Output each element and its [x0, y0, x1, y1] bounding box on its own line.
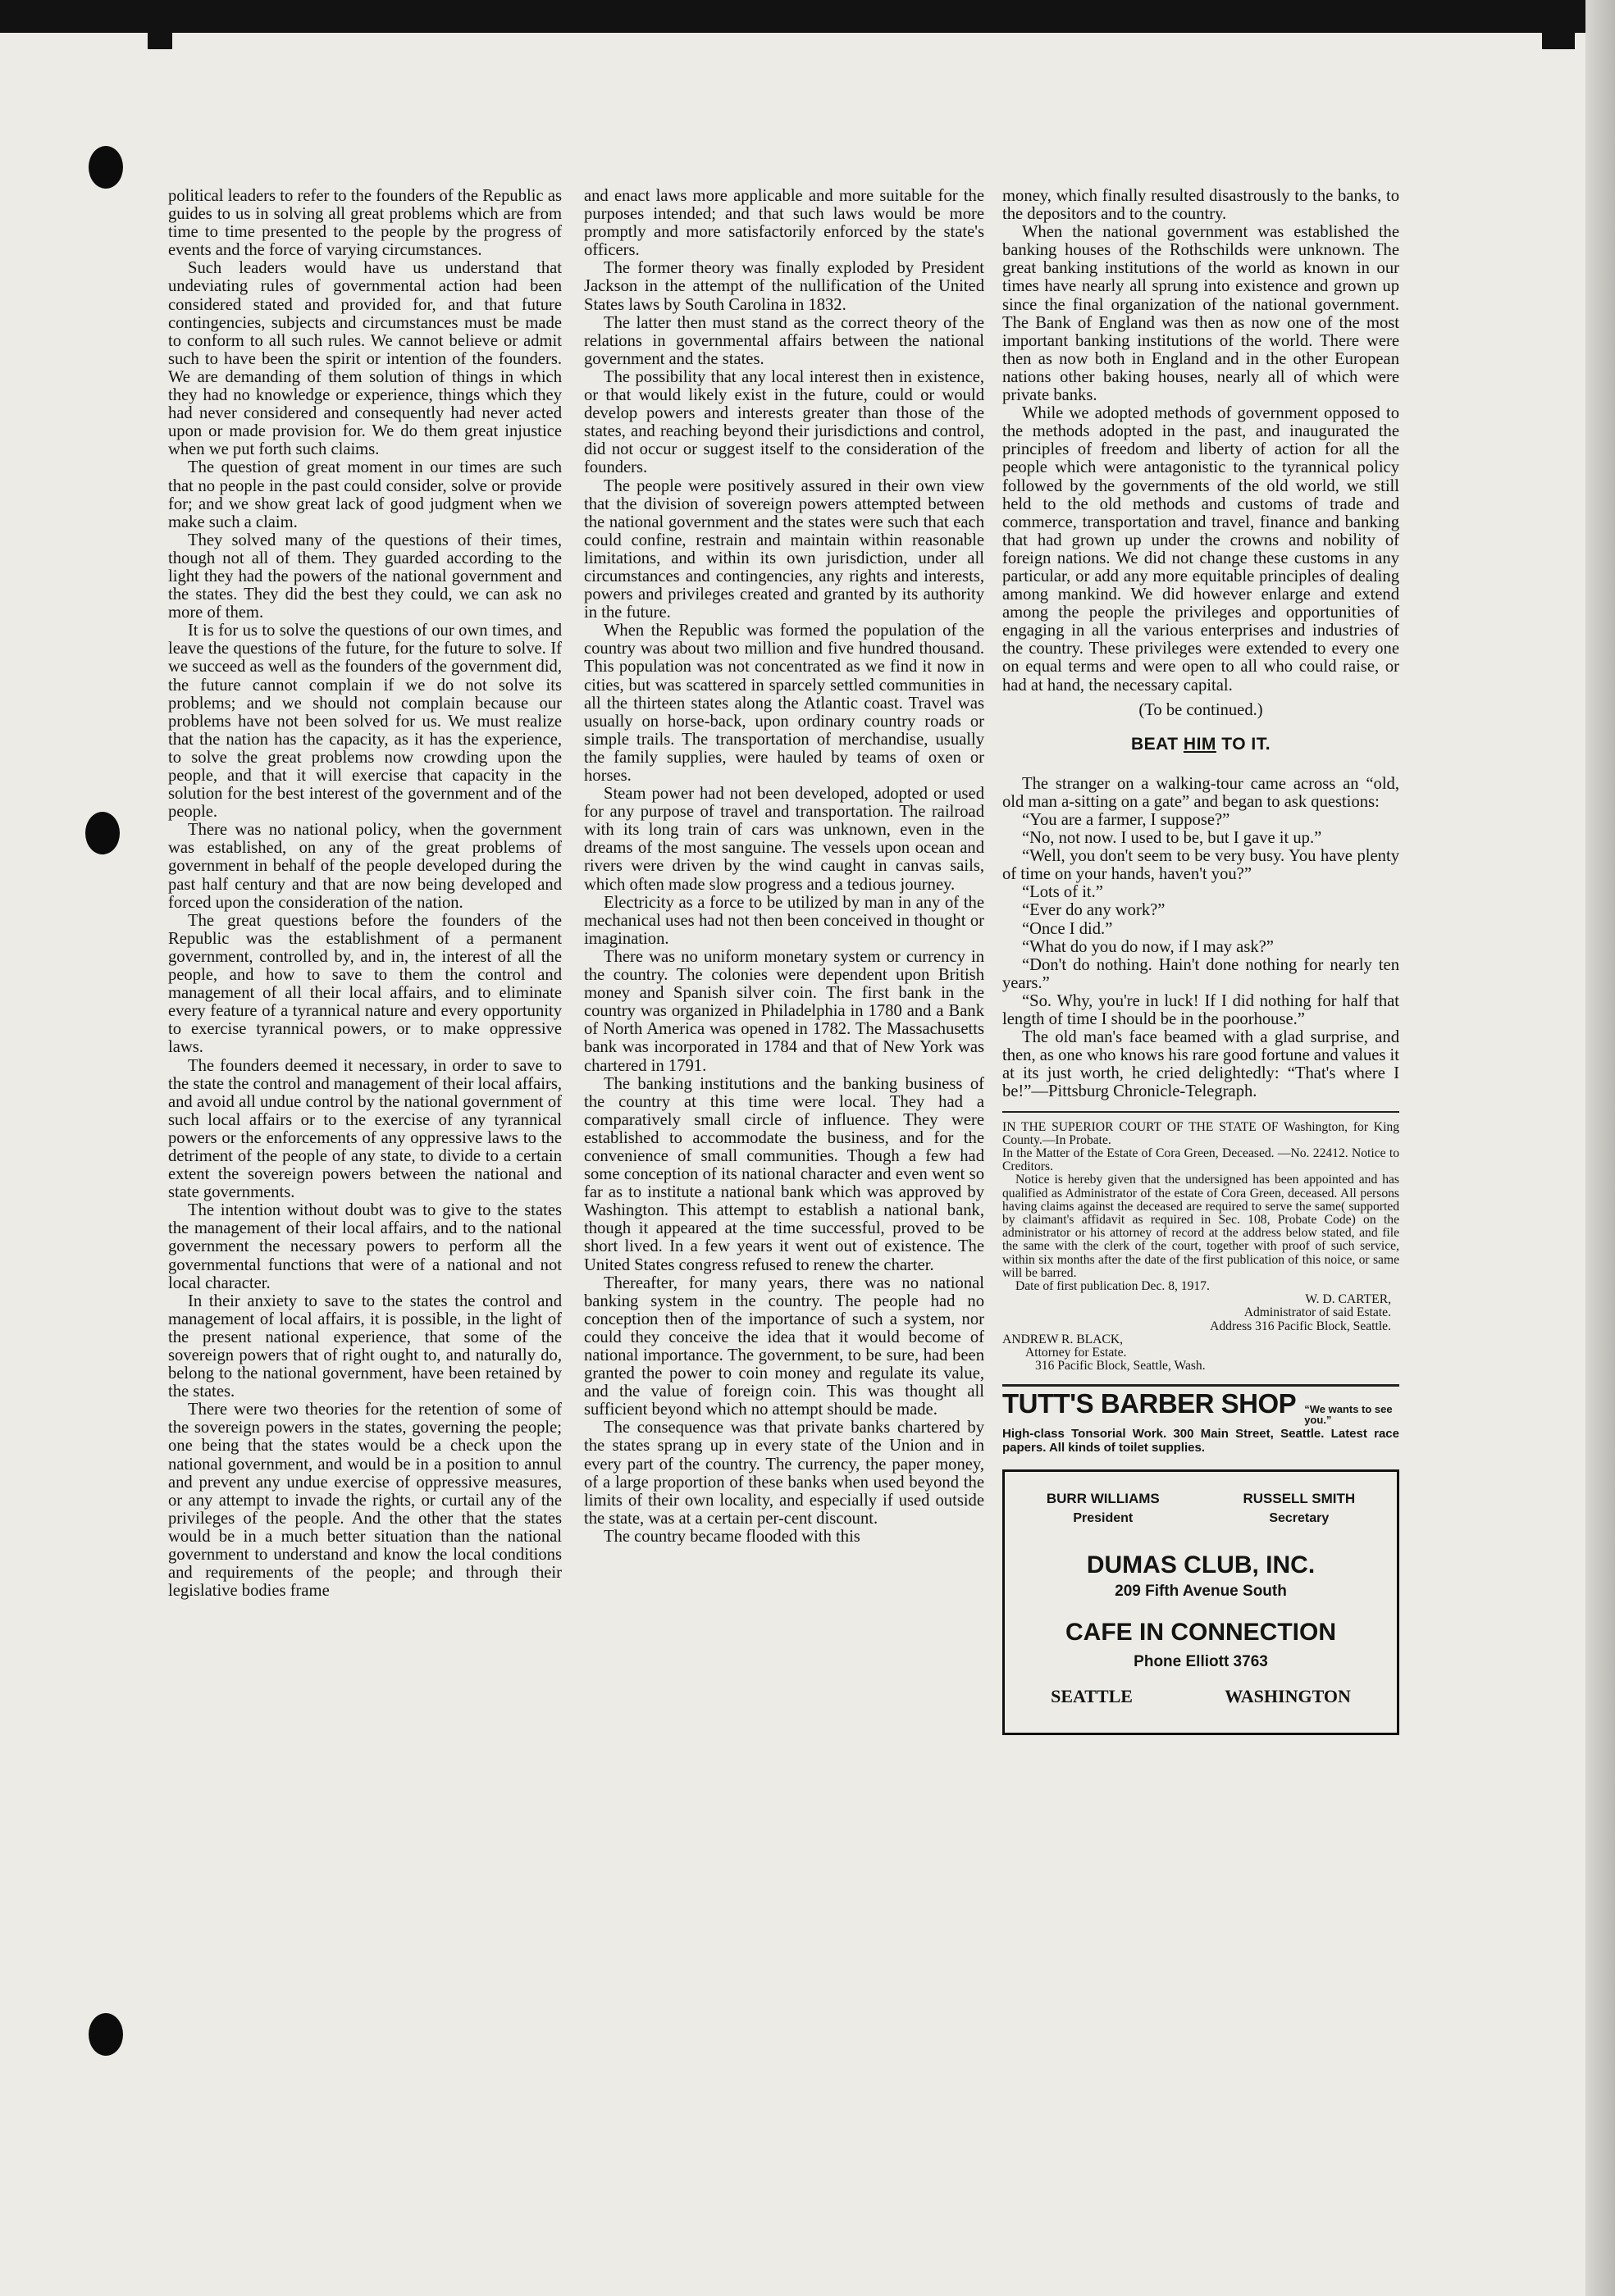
paragraph: The people were positively assured in their own view that the division of sovereign powers attempted between the national government and the states were such that each could confine, restrain and maintain within reasonable limitations, and within its own jurisdiction, under all circumstances and contingencies, any rights and interests, powers and privileges created and granted by its authority in the future. — [584, 476, 984, 622]
story-paragraph: “Well, you don't seem to be very busy. You have plenty of time on your hands, haven't you?” — [1002, 847, 1399, 884]
legal-notice — [1002, 1121, 1399, 1374]
paragraph: The possibility that any local interest then in existence, or that would likely exist in the future, could or would develop powers and interests greater than those of the states, and reaching beyond their jurisdictions and control, did not occur or suggest itself to the consideration of the founders. — [584, 367, 984, 477]
president-block — [1047, 1490, 1160, 1528]
secretary-name: RUSSELL SMITH — [1243, 1491, 1356, 1507]
story-paragraph: “Once I did.” — [1022, 919, 1113, 938]
club-phone: Phone Elliott 3763 — [1134, 1652, 1268, 1670]
club-name: DUMAS CLUB, INC. — [1086, 1551, 1316, 1578]
paragraph: The former theory was finally exploded by President Jackson in the attempt of the nullification of the United States laws by South Carolina in 1832. — [584, 259, 984, 314]
paragraph: The banking institutions and the banking business of the country at this time were local. They had a comparatively small circle of influence. They were established to accommodate the business, and for the convenience of small communities. Though a few had some conception of its national character and even went so far as to institute a national bank which was approved by Washington. This attempt to establish a national bank, though it appeared at the time successful, proved to be short lived. In a few years it went out of existence. The United States congress refused to renew the charter. — [584, 1074, 984, 1274]
barber-shop-slogan — [1304, 1404, 1392, 1425]
story-paragraph: “Lots of it.” — [1022, 883, 1103, 902]
punch-hole — [85, 812, 120, 854]
story-headline-part: TO IT. — [1221, 734, 1271, 754]
paragraph: The great questions before the founders of the Republic was the establishment of a permanent government, controlled by, and in, the interest of all the people, and how to save to them the control and management of all their local affairs, and to eliminate every feature of a tyrannical nature and every opportunity to exercise tyrannical powers, or to make oppressive laws. — [168, 911, 562, 1057]
tutts-barber-ad — [1002, 1388, 1399, 1456]
paragraph: When the Republic was formed the population of the country was about two million and five hundred thousand. This population was not concentrated as we find it now in cities, but was scattered in sparcely settled communities in all the thirteen states along the Atlantic coast. Travel was usually on horse-back, upon ordinary country roads or simple trails. The transportation of merchandise, usually the family supplies, were hauled by teams of oxen or horses. — [584, 622, 984, 785]
paragraph: They solved many of the questions of their times, though not all of them. They guarded according to the light they had the powers of the national government and the states. They did the best they could, we can ask no more of them. — [168, 531, 562, 622]
administrator-title: Administrator of said Estate. — [1243, 1305, 1391, 1320]
divider — [1002, 1384, 1399, 1387]
cafe-line: CAFE IN CONNECTION — [1065, 1618, 1336, 1646]
legal-heading: IN THE SUPERIOR COURT OF THE STATE OF Washington, for King County.—In Probate. — [1002, 1119, 1399, 1147]
administrator-name: W. D. CARTER, — [1305, 1292, 1391, 1307]
paragraph: political leaders to refer to the founders of the Republic as guides to us in solving all great problems which are from time to time presented to the people by the progress of events and the force of varying circumstances. — [168, 187, 562, 260]
paragraph: Steam power had not been developed, adopted or used for any purpose of travel and transportation. The railroad with its long train of cars was unknown, even in the dreams of the most sanguine. The vessels upon ocean and rivers were driven by the wind caught in canvas sails, which often made slow progress and a tedious journey. — [584, 785, 984, 894]
administrator-address: Address 316 Pacific Block, Seattle. — [1210, 1319, 1391, 1333]
paragraph: The founders deemed it necessary, in order to save to the state the control and management of their local affairs, and avoid all undue control by the national government of such local affairs or to the exercise of any tyrannical powers or the enforcements of any oppressive laws to the detriment of the people of any state, to divide to a certain extent the sovereign powers between the national and state governments. — [168, 1056, 562, 1202]
paragraph: There was no national policy, when the government was established, on any of the great problems of government in behalf of the people developed during the past half century and that are now being developed and forced upon the consideration of the nation. — [168, 821, 562, 912]
story-headline — [1002, 736, 1399, 754]
legal-matter: In the Matter of the Estate of Cora Green, Deceased. —No. 22412. Notice to Creditors. — [1002, 1146, 1399, 1174]
divider — [1002, 1111, 1399, 1113]
story-paragraph: The old man's face beamed with a glad surprise, and then, as one who knows his rare good fortune and values it at its just worth, he cried delightedly: “That's where I be!”—Pittsburg Chronicle-Telegraph. — [1002, 1028, 1399, 1101]
president-name: BURR WILLIAMS — [1046, 1491, 1160, 1507]
paragraph: The country became flooded with this — [604, 1527, 860, 1546]
secretary-block — [1243, 1490, 1355, 1528]
to-be-continued: (To be continued.) — [1138, 700, 1263, 719]
scan-border-right — [1585, 0, 1615, 2296]
article-column-2 — [584, 187, 984, 1546]
story-paragraph: “Ever do any work?” — [1022, 901, 1166, 920]
article-column-3 — [1002, 187, 1399, 1735]
paragraph: Such leaders would have us understand that undeviating rules of governmental action had been considered stated and provided for, and that future contingencies, subjects and circumstances must be made to conform to all such rules. We cannot believe or admit such to have been the spirit or intention of the founders. We are demanding of them solution of things in which they had no knowledge or experience, things which they had never considered and consequently had never acted upon or made provision for. We do them great injustice when we put forth such claims. — [168, 259, 562, 459]
attorney-address: 316 Pacific Block, Seattle, Wash. — [1035, 1359, 1206, 1374]
paragraph: It is for us to solve the questions of our own times, and leave the questions of the future, for the future to solve. If we succeed as well as the founders of the government did, the future cannot complain if we do not solve its problems; and we should not complain because our problems have not been solved for us. We must realize that the nation has the capacity, as it has the experience, to solve the great problems now crowding upon the people, and that it will exercise that capacity in the solution for the best interest of the government and of the people. — [168, 622, 562, 822]
story-paragraph: The stranger on a walking-tour came across an “old, old man a-sitting on a gate” and began to ask questions: — [1002, 774, 1399, 811]
paragraph: There were two theories for the retention of some of the sovereign powers in the states, governing the people; one being that the states would be a check upon the national government, and would be in a position to annul and prevent any undue exercise of oppressive measures, or any attempt to invade the rights, or curtail any of the privileges of the people. And the other that the states would be in a much better situation than the national government to understand and know the local conditions and requirements of the people; and through their legislative bodies frame — [168, 1401, 562, 1601]
slogan-line: you.” — [1304, 1414, 1332, 1427]
story-paragraph: “No, not now. I used to be, but I gave it up.” — [1022, 829, 1322, 848]
paragraph: The intention without doubt was to give to the states the management of their local affairs, and to the national government the necessary powers to perform all the governmental functions that were of a national and not local character. — [168, 1201, 562, 1292]
legal-body: Notice is hereby given that the undersigned has been appointed and has qualified as Administrator of the estate of Cora Green, deceased. All persons having claims against the deceased are required to serve the same( supported by claimant's affidavit as required in Sec. 108, Probate Code) on the administrator or his attorney of record at the address below stated, and file the same with the clerk of the court, together with proof of such service, within six months after the date of the first publication of this noice, or same will be barred. — [1002, 1173, 1399, 1280]
president-title: President — [1073, 1511, 1134, 1526]
paragraph: Thereafter, for many years, there was no national banking system in the country. The people had no conception then of the importance of such a system, nor could they conceive the idea that it would become of national importance. The government, to be sure, had been granted the power to coin money and regulate its value, and the value of foreign coin. This was thought all sufficient beyond which no attempt should be made. — [584, 1273, 984, 1419]
paragraph: In their anxiety to save to the states the control and management of local affairs, it is possible, in the light of the present national experience, that some of the sovereign powers that of right ought to, and naturally do, belong to the national government, have been retained by the states. — [168, 1292, 562, 1401]
story-paragraph: “Don't do nothing. Hain't done nothing for nearly ten years.” — [1002, 955, 1399, 992]
paragraph: The question of great moment in our times are such that no people in the past could consider, solve or provide for; and we show great lack of good judgment when we make such a claim. — [168, 458, 562, 531]
story-body — [1002, 775, 1399, 1101]
paragraph: money, which finally resulted disastrously to the banks, to the depositors and to the country. — [1002, 187, 1399, 224]
legal-date: Date of first publication Dec. 8, 1917. — [1015, 1278, 1210, 1293]
attorney-name: ANDREW R. BLACK, — [1002, 1332, 1123, 1346]
punch-hole — [89, 146, 123, 189]
story-paragraph: “What do you do now, if I may ask?” — [1022, 937, 1274, 956]
secretary-title: Secretary — [1269, 1511, 1330, 1526]
barber-shop-description: High-class Tonsorial Work. 300 Main Street, Seattle. Latest race papers. All kinds of toilet supplies. — [1002, 1427, 1399, 1456]
paragraph: The latter then must stand as the correct theory of the relations in governmental affairs between the national government and the states. — [584, 313, 984, 368]
story-headline-part: HIM — [1183, 734, 1216, 754]
paragraph: The consequence was that private banks chartered by the states sprang up in every state of the Union and in every part of the country. The currency, the paper money, of a large proportion of these banks when used beyond the limits of their own locality, and especially if used outside the state, was at a certain per-cent discount. — [584, 1419, 984, 1528]
attorney-title: Attorney for Estate. — [1025, 1345, 1127, 1360]
paragraph: There was no uniform monetary system or currency in the country. The colonies were dependent upon British money and Spanish silver coin. The first bank in the country was organized in Philadelphia in 1780 and a Bank of North America was opened in 1782. The Massachusetts bank was incorporated in 1784 and that of New York was chartered in 1791. — [584, 947, 984, 1075]
story-paragraph: “You are a farmer, I suppose?” — [1022, 811, 1230, 829]
article-column-1 — [168, 187, 562, 1600]
club-address: 209 Fifth Avenue South — [1115, 1582, 1287, 1600]
paragraph: While we adopted methods of government opposed to the methods adopted in the past, and inaugurated the principles of freedom and liberty of action for all the people which were antagonistic to the tyrannical policy followed by the governments of the old world, we still held to the old methods and customs of trade and commerce, transportation and travel, finance and banking that had grown up under the crowns and nobility of foreign nations. We did not change these customs in any particular, or add any more equitable principles of dealing among mankind. We did however enlarge and extend among the people the privileges and opportunities of engaging in all the various enterprises and industries of the country. These privileges were extended to every one on equal terms and were open to all who could raise, or had at hand, the necessary capital. — [1002, 404, 1399, 695]
story-headline-part: BEAT — [1130, 734, 1179, 754]
punch-hole — [89, 2013, 123, 2056]
paragraph: Electricity as a force to be utilized by man in any of the mechanical uses had not then been conceived in thought or imagination. — [584, 893, 984, 948]
club-state: WASHINGTON — [1225, 1685, 1351, 1706]
paragraph: When the national government was established the banking houses of the Rothschilds were unknown. The great banking institutions of the world as known in our times have nearly all sprung into existence and grown up since the final organization of the national government. The Bank of England was then as now one of the most important banking institutions of the world. There were then as now both in England and in the other European nations other baking houses, nearly all of which were private banks. — [1002, 223, 1399, 405]
dumas-club-ad — [1002, 1469, 1399, 1735]
slogan-line: “We wants to see — [1304, 1403, 1393, 1416]
paragraph: and enact laws more applicable and more suitable for the purposes intended; and that such laws would be more promptly and more satisfactorily enforced by the state's officers. — [584, 187, 984, 260]
club-city: SEATTLE — [1051, 1685, 1133, 1706]
story-paragraph: “So. Why, you're in luck! If I did nothing for half that length of time I should be in the poorhouse.” — [1002, 991, 1399, 1029]
scan-border-top — [0, 0, 1615, 33]
barber-shop-name: TUTT'S BARBER SHOP — [1002, 1388, 1297, 1419]
